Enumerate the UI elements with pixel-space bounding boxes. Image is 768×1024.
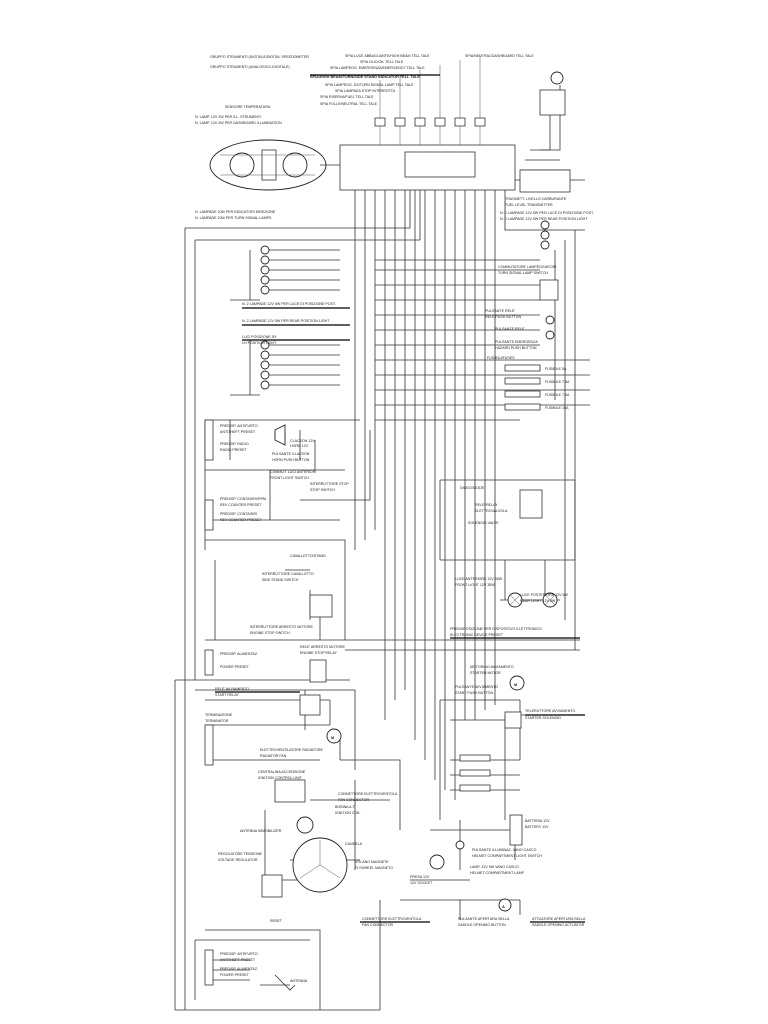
label-pulsante-avv: PULSANTE RELE'	[485, 309, 516, 313]
label-attuatore-2: SADDLE OPENING ACTUATOR	[532, 923, 585, 927]
label-predisp-ali-2: POWER PRESET	[220, 665, 249, 669]
label-pulsante-apert: PULSANTE APERTURA SELLA	[458, 917, 510, 921]
label-bobina-2: IGNITION COIL	[335, 811, 361, 815]
label-spia-stop: SPIA LAMPADA STOP INTERROTTA	[335, 89, 396, 93]
label-pulsante-clacson: PULSANTE CLACSON	[272, 452, 310, 456]
label-cav-cons: CAVALLETTO/STAND	[290, 554, 326, 558]
label-volano: VOLANO MAGNETE	[355, 860, 389, 864]
label-fuse-c: FUSIBILE 7.5A	[545, 393, 570, 397]
relays	[300, 490, 542, 728]
label-clacson: CLACSON 12V	[290, 439, 315, 443]
label-pulsante-emerg: PULSANTE EMERGENZA	[495, 340, 538, 344]
label-connettore-2: FAN CONNECTOR	[338, 798, 370, 802]
label-spia-dir: SPIA/HIGH BEAM/TURN/SIDE STAND INDICATOR TELL TALE	[310, 75, 420, 79]
label-termin: TERMINAZIONE	[205, 713, 233, 717]
label-luce-ant: LUCE ANTERIORE 12V 35W	[455, 577, 503, 581]
label-n-lampade-dir: N. LAMPADE 10W PER INDICATORI DIREZIONE	[195, 210, 276, 214]
label-luci-sx-2: LH POSITION LIGHT	[242, 341, 277, 345]
label-predisp-ali: PREDISP. ALIMENTAZ.	[220, 652, 259, 656]
label-clacson-2: HORN 12V	[290, 444, 308, 448]
label-luce-ant-2: FRONT LIGHT 12V 35W	[455, 583, 495, 587]
label-rele-avv: RELE' AVVIAMENTO	[215, 687, 250, 691]
label-predisp-anti: PREDISP. ANTIFURTO	[220, 424, 258, 428]
label-gruppo-2: GRUPPO STRUMENTI (ANALOGICO-DIGITALE)	[210, 65, 290, 69]
label-lamp-vano-2: HELMET COMPARTMENT LAMP	[470, 871, 525, 875]
label-teleruttore: TELERUTTORE AVVIAMENTO	[525, 709, 576, 713]
label-predisp-cav-2: REV COUNTER PRESET	[220, 518, 262, 522]
label-sensor-temp: SENSORE TEMPERATURA	[225, 105, 271, 109]
label-emerg-stop: INTERRUTTORE ARRESTO MOTORE	[250, 625, 313, 629]
label-antenna-imm: ANTENNA IMMOBILIZER	[240, 829, 282, 833]
label-elettrovent-2: RADIATOR FAN	[260, 754, 287, 758]
ammeter-letter: A	[502, 905, 505, 909]
label-elettrovent: ELETTROVENTILATORE RADIATORE	[260, 748, 323, 752]
label-pulsante-relay: PULSANTE RELE'	[495, 327, 526, 331]
ignition-unit	[275, 780, 313, 833]
label-predisp-bottom-3: PREDISP. ALIMENTAZ.	[220, 967, 259, 971]
label-lamp-right: N. 2 LAMPADE 12V 5W PER LUCE DI POSIZIONE POST.	[500, 211, 594, 215]
label-luce-post-2: REAR LIGHT 12V 5W	[520, 599, 556, 603]
label-pulsante-avviam: PULSANTE AVVIAMENTO	[455, 685, 499, 689]
label-presa: PRESA 12V	[410, 875, 430, 879]
label-commut: COMMUTATORE LAMPEGGIATORI	[498, 265, 557, 269]
label-predisp-radio: PREDISP. RADIO	[220, 442, 249, 446]
label-pulsante-clacson-2: HORN PUSH BUTTON	[272, 458, 310, 462]
label-int-cav: INTERRUTTORE CAVALLETTO	[262, 572, 314, 576]
label-spia-emerg: SPIA LAMPEGG. EMERGENZA/EMERGENCY TELL TALE	[330, 66, 425, 70]
label-bobina: BOBINA A.T.	[335, 805, 356, 809]
fuel-transmitter	[520, 72, 570, 192]
label-pulsante-apert-2: SADDLE OPENING BUTTON	[458, 923, 506, 927]
label-volano-2: FLYWHEEL MAGNETO	[355, 866, 394, 870]
label-predisp-bottom-4: POWER PRESET	[220, 973, 249, 977]
label-predisp-bottom: PREDISP. ANTIFURTO	[220, 952, 258, 956]
fan-motor-letter: M	[331, 736, 335, 740]
label-predisp-bottom-2: ANTITHEFT PRESET	[220, 958, 256, 962]
flywheel-magneto	[262, 838, 347, 897]
label-gruppo: GRUPPO STRUMENTI (DIGITALE/DIGITAL SPEEDOMETER	[210, 55, 309, 59]
label-batteria-2: BATTERY 12V	[525, 825, 549, 829]
label-predisposizione-2: ELECTRONIC DEVICE PRESET	[450, 633, 503, 637]
label-commut-anteriore: COMMUT. LUCI ANTERIORI	[270, 470, 317, 474]
starter-motor-letter: M	[514, 683, 518, 687]
label-connettore: CONNETTORE ELETTROVENTOLA	[338, 792, 398, 796]
label-spia-riserva: SPIA RISERVA/FUEL TELL TALE	[320, 95, 374, 99]
label-lamp-right-2: N. 2 LAMPADE 12V 5W PER REAR POSITION LIGHT	[500, 217, 588, 221]
label-predisp-radio-2: RADIO PRESET	[220, 448, 247, 452]
label-commut-anteriore-2: FRONT LIGHT SWITCH	[270, 476, 309, 480]
label-spia-olio: SPIA OLIO/OIL TELL TALE	[360, 60, 404, 64]
preset-connectors	[205, 420, 213, 985]
label-attuatore: ATTUATORE APERTURA SELLA	[532, 917, 586, 921]
label-predisp-anti-2: ANTITHEFT PRESET	[220, 430, 256, 434]
label-presa-2: 12V SOCKET	[410, 881, 433, 885]
label-luce-post: LUCE POSTERIORE 12V 5W	[520, 593, 568, 597]
label-spia-luce: SPIA LUCE ABBAGLIANTE/HIGH BEAM TELL TALE	[345, 54, 430, 58]
label-centralina-2: IGNITION CONTROL UNIT	[258, 776, 302, 780]
label-reset: RESET	[270, 919, 282, 923]
connector-inner	[405, 152, 475, 177]
label-luci-lamp: N. LAMP. 12V 2W PER ILL. STRUMENTI	[195, 115, 262, 119]
label-n-lampade-dir-2: N. LAMPADE 10W PER TURN SIGNAL LAMPS	[195, 216, 272, 220]
label-teleruttore-2: STARTER SOLENOID	[525, 716, 562, 720]
label-luci-sx: LUCI POSIZIONE SX	[242, 335, 277, 339]
label-connettore-bottom-2: FAN CONNECTOR	[362, 923, 394, 927]
label-elettroval-2: SOLENOID VALVE	[468, 521, 499, 525]
label-elettroval: ELETTROVALVOLA	[475, 509, 508, 513]
label-fuse-d: FUSIBILE 15A	[545, 406, 569, 410]
turn-signal-lamps	[261, 246, 269, 389]
right-lamps	[508, 221, 558, 607]
label-regolatore-2: VOLTAGE REGULATOR	[218, 858, 258, 862]
label-lamp-vano: LAMP. 12V 5W VANO CASCO	[470, 865, 519, 869]
instrument-cluster	[210, 140, 355, 190]
label-trasmett: TRASMETT. LIVELLO CARBURANTE	[505, 197, 567, 201]
label-relay: RELE'/RELAY	[475, 503, 498, 507]
label-pulsante-avv-2: RELE PUSH BUTTON	[485, 315, 522, 319]
label-regolatore: REGOLATORE TENSIONE	[218, 852, 262, 856]
label-rele-avv-2: START RELAY	[215, 693, 239, 697]
label-predisp-cont-2: REV COUNTER PRESET	[220, 503, 262, 507]
label-spia-dir-2: SPIA LAMPEGG. DX/TURN SIGNAL LAMP TELL TALE	[325, 83, 414, 87]
labels	[195, 54, 594, 983]
label-motorino-2: STARTER MOTOR	[470, 671, 501, 675]
label-spia-neutral: SPIA/NEUTRAL/DASHBOARD TELL TALE	[465, 54, 534, 58]
horn	[275, 425, 285, 445]
label-fusibili: FUSIBILI/FUSES	[487, 356, 515, 360]
label-rele-arresto-2: ENGINE STOP RELAY	[300, 651, 337, 655]
label-int-cav-2: SIDE STAND SWITCH	[262, 578, 299, 582]
label-candela: CANDELA	[345, 842, 362, 846]
label-predisp-cav: PREDISP. CONTAGIRI	[220, 512, 258, 516]
label-predisp-cont: PREDISP. CONTAGIRI/RPM	[220, 497, 266, 501]
label-lamp-stop: N. 2 LAMPADE 12V 5W PER LUCE DI POSIZIONE POST.	[242, 302, 336, 306]
label-spia-folle: SPIA FOLLE/NEUTRAL TELL TALE	[320, 102, 378, 106]
label-termin-2: TERMINATOR	[205, 719, 229, 723]
label-fuse-b: FUSIBILE 7.5A	[545, 380, 570, 384]
label-rele-arresto: RELE' ARRESTO MOTORE	[300, 645, 345, 649]
battery	[510, 815, 522, 845]
label-trasmett-2: FUEL LEVEL TRANSMITTER	[505, 203, 553, 207]
label-luci-lamp-2: N. LAMP. 12V 2W PER DASHBOARD ILLUMINATION	[195, 121, 282, 125]
wire-harness	[175, 85, 590, 1010]
label-pulsante-emerg-2: HAZARD PUSH BUTTON	[495, 346, 537, 350]
ammeter	[499, 899, 511, 911]
label-centralina: CENTRALINA ACCENSIONE	[258, 770, 306, 774]
label-antenna: ANTENNA	[290, 979, 308, 983]
label-motorino: MOTORINO AVVIAMENTO	[470, 665, 514, 669]
label-int-stop: INTERRUTTORE STOP	[310, 482, 349, 486]
helmet-lamp	[430, 841, 464, 869]
label-fuse-a: FUSIBILE 5A	[545, 367, 567, 371]
label-lamp-stop-2: N. 2 LAMPADE 12V 5W PER REAR POSITION LIGHT	[242, 319, 330, 323]
label-diodo: DIODO/DIODE	[460, 486, 485, 490]
label-pulsante-avviam-2: START PUSH BUTTON	[455, 691, 494, 695]
label-predisposizione: PREDISPOSIZIONE PER DISPOSITIVO ELETTRONICO	[450, 627, 542, 631]
label-pulsante-illum: PULSANTE ILLUMINAZ. VANO CASCO	[472, 848, 537, 852]
label-pulsante-illum-2: HELMET COMPARTMENT LIGHT SWITCH	[472, 854, 542, 858]
label-int-stop-2: STOP SWITCH	[310, 488, 335, 492]
label-emerg-stop-2: ENGINE STOP SWITCH	[250, 631, 290, 635]
label-batteria: BATTERIA 12V	[525, 819, 550, 823]
label-commut-2: TURN SIGNAL LAMP SWITCH	[498, 271, 548, 275]
label-connettore-bottom: CONNETTORE ELETTROVENTOLA	[362, 917, 422, 921]
